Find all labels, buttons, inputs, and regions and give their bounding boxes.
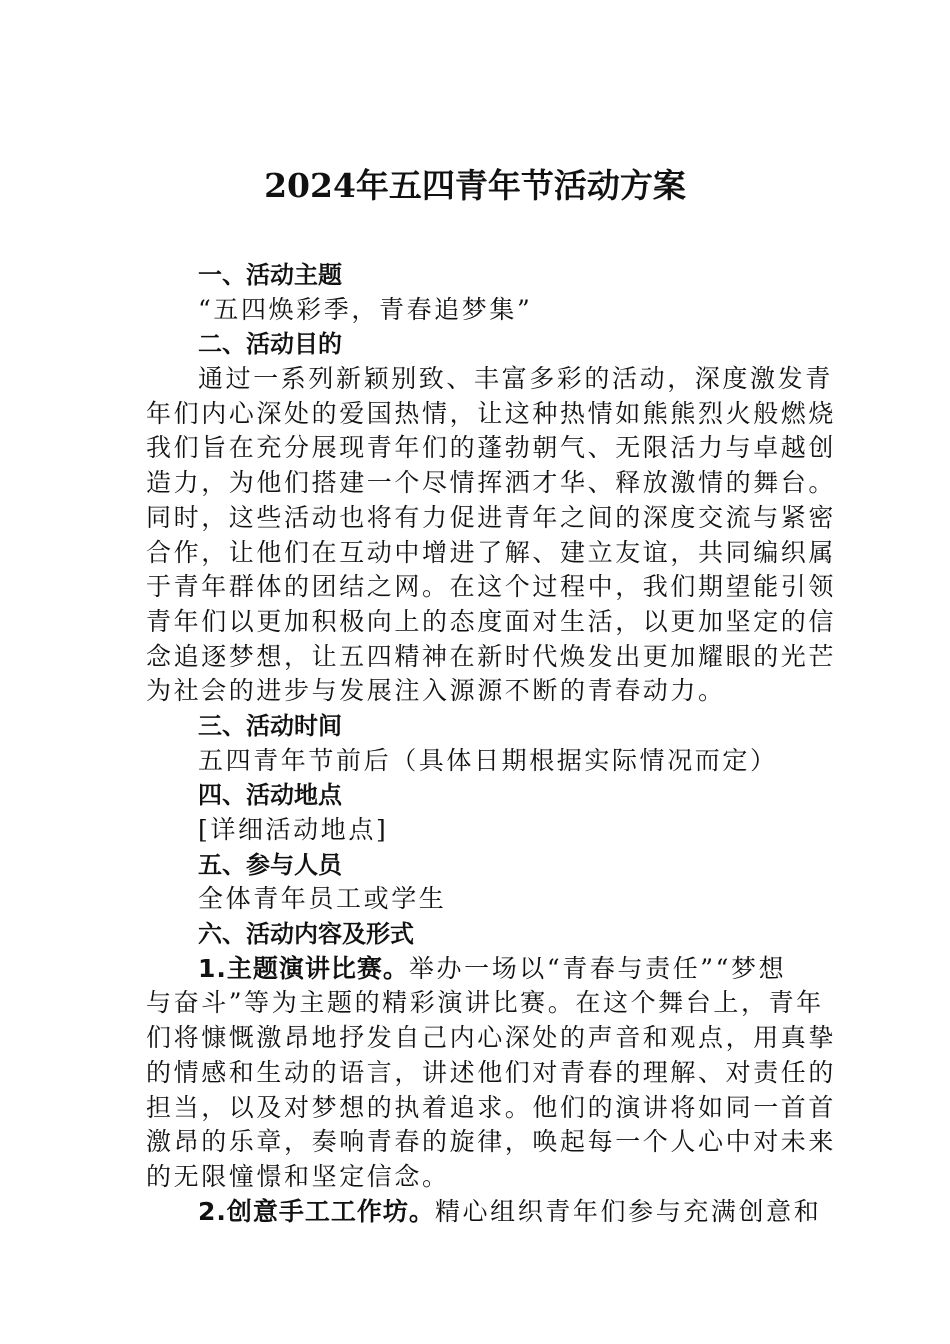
item-speech-intro: 举办一场以“青春与责任”“梦想 [408, 953, 787, 983]
purpose-line: 合作，让他们在互动中增进了解、建立友谊，共同编织属 [146, 537, 837, 567]
item-speech-line: 的情感和生动的语言，讲述他们对青春的理解、对责任的 [146, 1057, 837, 1087]
item-workshop-lead: 2.创意手工工作坊。 [198, 1196, 435, 1226]
item-workshop-first-line [146, 1195, 822, 1230]
purpose-line: 为社会的进步与发展注入源源不断的青春动力。 [146, 676, 726, 706]
item-speech-line: 们将慷慨激昂地抒发自己内心深处的声音和观点，用真挚 [146, 1023, 837, 1053]
purpose-line: 念追逐梦想，让五四精神在新时代焕发出更加耀眼的光芒 [146, 641, 837, 671]
item-speech-line: 的无限憧憬和坚定信念。 [146, 1161, 450, 1191]
theme-text: “五四焕彩季，青春追梦集” [198, 294, 533, 324]
item-speech-line: 担当，以及对梦想的执着追求。他们的演讲将如同一首首 [146, 1092, 837, 1122]
purpose-line: 年们内心深处的爱国热情，让这种热情如熊熊烈火般燃烧 [146, 398, 837, 428]
location-text: [详细活动地点] [198, 815, 389, 844]
participants-text: 全体青年员工或学生 [198, 884, 447, 914]
section-heading-time: 三、活动时间 [198, 711, 342, 740]
purpose-line: 青年们以更加积极向上的态度面对生活，以更加坚定的信 [146, 606, 837, 636]
section-heading-participants: 五、参与人员 [198, 850, 342, 879]
section-heading-purpose: 二、活动目的 [198, 330, 342, 359]
time-text: 五四青年节前后（具体日期根据实际情况而定） [198, 745, 778, 775]
document-body [146, 258, 837, 1229]
section-heading-theme: 一、活动主题 [198, 261, 342, 289]
item-speech-lead: 1.主题演讲比赛。 [198, 953, 409, 983]
purpose-line: 同时，这些活动也将有力促进青年之间的深度交流与紧密 [146, 502, 837, 532]
item-workshop-intro: 精心组织青年们参与充满创意和 [434, 1196, 822, 1226]
section-heading-location: 四、活动地点 [198, 781, 342, 810]
section-heading-content: 六、活动内容及形式 [198, 920, 414, 949]
purpose-line: 我们旨在充分展现青年们的蓬勃朝气、无限活力与卓越创 [146, 433, 837, 463]
purpose-line: 于青年群体的团结之网。在这个过程中，我们期望能引领 [146, 572, 837, 602]
purpose-line: 造力，为他们搭建一个尽情挥洒才华、释放激情的舞台。 [146, 468, 837, 498]
item-speech-line: 激昂的乐章，奏响青春的旋律，唤起每一个人心中对未来 [146, 1127, 837, 1157]
purpose-line: 通过一系列新颖别致、丰富多彩的活动，深度激发青 [198, 364, 833, 394]
document-title: 2024年五四青年节活动方案 [264, 166, 686, 205]
item-speech-first-line [146, 952, 806, 987]
item-speech-line: 与奋斗”等为主题的精彩演讲比赛。在这个舞台上，青年 [146, 988, 824, 1018]
